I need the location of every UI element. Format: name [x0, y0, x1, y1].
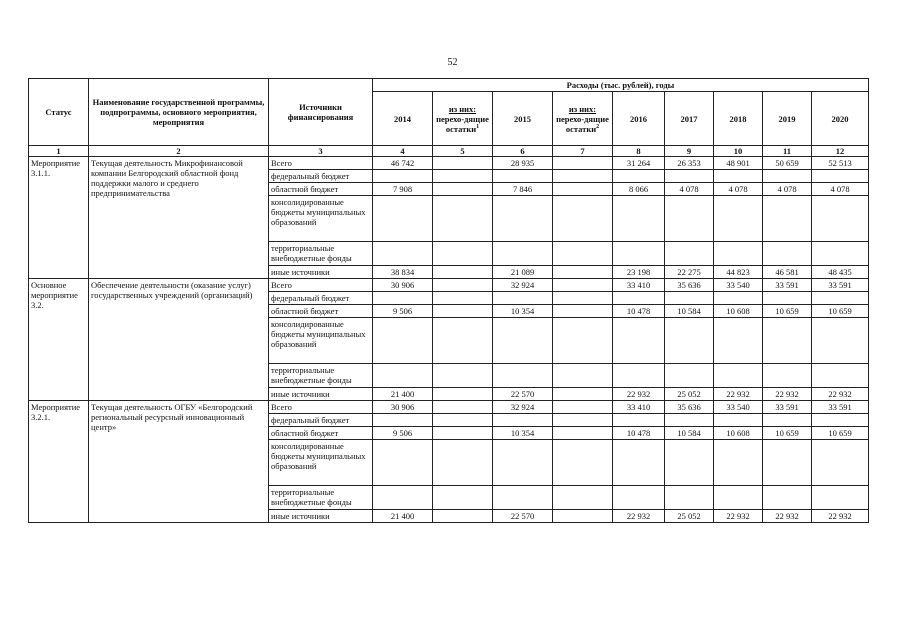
value-cell: [553, 364, 613, 388]
value-cell: [553, 279, 613, 292]
value-cell: [553, 427, 613, 440]
col-number: 12: [812, 146, 869, 157]
value-cell: 10 659: [763, 427, 812, 440]
value-cell: [714, 242, 763, 266]
value-cell: [493, 242, 553, 266]
value-cell: [665, 318, 714, 364]
value-cell: [433, 242, 493, 266]
header-carry-2: перехо-дящие остатки$^2$: [556, 113, 609, 134]
source-cell: Всего: [269, 279, 373, 292]
value-cell: [665, 170, 714, 183]
source-cell: областной бюджет: [269, 427, 373, 440]
col-number: 5: [433, 146, 493, 157]
source-cell: территориальные внебюджетные фонды: [269, 242, 373, 266]
value-cell: [433, 440, 493, 486]
value-cell: [714, 414, 763, 427]
value-cell: 4 078: [812, 183, 869, 196]
value-cell: 30 906: [373, 401, 433, 414]
header-status: Статус: [29, 79, 89, 146]
value-cell: 33 410: [613, 401, 665, 414]
source-cell: областной бюджет: [269, 183, 373, 196]
value-cell: 10 478: [613, 427, 665, 440]
value-cell: [763, 242, 812, 266]
source-cell: консолидированные бюджеты муниципальных образований: [269, 318, 373, 364]
value-cell: 33 591: [812, 279, 869, 292]
value-cell: [714, 440, 763, 486]
value-cell: [812, 242, 869, 266]
header-carry-1: перехо-дящие остатки$^1$: [436, 113, 489, 134]
source-cell: Всего: [269, 157, 373, 170]
value-cell: [613, 364, 665, 388]
name-cell: Текущая деятельность ОГБУ «Белгородский региональный ресурсный инновационный центр»: [89, 401, 269, 523]
value-cell: 8 066: [613, 183, 665, 196]
footnote-2: 2: [596, 123, 600, 130]
value-cell: [493, 292, 553, 305]
value-cell: 10 478: [613, 305, 665, 318]
value-cell: [613, 196, 665, 242]
value-cell: [665, 440, 714, 486]
value-cell: 7 846: [493, 183, 553, 196]
value-cell: [493, 364, 553, 388]
status-cell: Мероприятие 3.1.1.: [29, 157, 89, 279]
value-cell: 33 591: [812, 401, 869, 414]
value-cell: 31 264: [613, 157, 665, 170]
value-cell: 48 435: [812, 266, 869, 279]
value-cell: 25 052: [665, 388, 714, 401]
header-year-2015: 2015: [493, 92, 553, 146]
value-cell: 10 608: [714, 427, 763, 440]
page-number: 52: [447, 57, 458, 68]
value-cell: 44 823: [714, 266, 763, 279]
value-cell: [714, 486, 763, 510]
source-cell: федеральный бюджет: [269, 414, 373, 427]
value-cell: [763, 440, 812, 486]
value-cell: [373, 170, 433, 183]
source-cell: областной бюджет: [269, 305, 373, 318]
value-cell: 52 513: [812, 157, 869, 170]
value-cell: 4 078: [665, 183, 714, 196]
value-cell: [553, 183, 613, 196]
header-incl-1: из них:: [448, 103, 477, 114]
value-cell: 33 591: [763, 401, 812, 414]
value-cell: 10 584: [665, 305, 714, 318]
value-cell: [373, 292, 433, 305]
value-cell: 48 901: [714, 157, 763, 170]
table-row: [29, 279, 869, 292]
col-number: 8: [613, 146, 665, 157]
source-cell: территориальные внебюджетные фонды: [269, 486, 373, 510]
table-row: [29, 401, 869, 414]
value-cell: [553, 510, 613, 523]
value-cell: [433, 318, 493, 364]
value-cell: [373, 486, 433, 510]
value-cell: [553, 440, 613, 486]
value-cell: 22 570: [493, 388, 553, 401]
footnote-1: 1: [476, 123, 480, 130]
value-cell: [665, 364, 714, 388]
col-number: 10: [714, 146, 763, 157]
header-incl-2: из них:: [568, 103, 597, 114]
value-cell: [665, 242, 714, 266]
value-cell: 4 078: [763, 183, 812, 196]
value-cell: [714, 318, 763, 364]
value-cell: [553, 401, 613, 414]
value-cell: 10 354: [493, 427, 553, 440]
value-cell: [812, 414, 869, 427]
col-number: 4: [373, 146, 433, 157]
value-cell: [665, 486, 714, 510]
value-cell: 46 742: [373, 157, 433, 170]
value-cell: [373, 242, 433, 266]
value-cell: [613, 318, 665, 364]
table-row: [29, 157, 869, 170]
value-cell: [763, 486, 812, 510]
col-number: 1: [29, 146, 89, 157]
table-header: [29, 79, 869, 157]
value-cell: [433, 157, 493, 170]
value-cell: [493, 414, 553, 427]
value-cell: 10 608: [714, 305, 763, 318]
table-body: [29, 157, 869, 523]
value-cell: 22 275: [665, 266, 714, 279]
value-cell: 9 506: [373, 305, 433, 318]
value-cell: 22 932: [714, 510, 763, 523]
value-cell: 22 932: [613, 510, 665, 523]
value-cell: 30 906: [373, 279, 433, 292]
value-cell: [714, 364, 763, 388]
header-carryover-2: [553, 92, 613, 146]
value-cell: [665, 196, 714, 242]
value-cell: [433, 427, 493, 440]
value-cell: 26 353: [665, 157, 714, 170]
header-year-2016: 2016: [613, 92, 665, 146]
value-cell: [433, 279, 493, 292]
value-cell: [373, 318, 433, 364]
value-cell: 22 932: [812, 510, 869, 523]
value-cell: [553, 170, 613, 183]
value-cell: [763, 414, 812, 427]
value-cell: [714, 196, 763, 242]
value-cell: [714, 292, 763, 305]
col-number: 7: [553, 146, 613, 157]
value-cell: [373, 196, 433, 242]
value-cell: 38 834: [373, 266, 433, 279]
value-cell: [665, 292, 714, 305]
value-cell: [433, 305, 493, 318]
value-cell: 32 924: [493, 279, 553, 292]
value-cell: [433, 388, 493, 401]
header-expenses: Расходы (тыс. рублей), годы: [373, 79, 869, 92]
value-cell: 25 052: [665, 510, 714, 523]
value-cell: 22 932: [763, 388, 812, 401]
col-number: 2: [89, 146, 269, 157]
header-carryover-1: [433, 92, 493, 146]
value-cell: [373, 440, 433, 486]
value-cell: [553, 318, 613, 364]
value-cell: [433, 401, 493, 414]
value-cell: [553, 305, 613, 318]
header-year-2018: 2018: [714, 92, 763, 146]
value-cell: 21 400: [373, 510, 433, 523]
value-cell: [613, 486, 665, 510]
value-cell: [553, 414, 613, 427]
source-cell: федеральный бюджет: [269, 292, 373, 305]
col-number: 3: [269, 146, 373, 157]
header-year-2017: 2017: [665, 92, 714, 146]
value-cell: 33 410: [613, 279, 665, 292]
value-cell: 35 636: [665, 279, 714, 292]
source-cell: иные источники: [269, 510, 373, 523]
status-cell: Основное мероприятие 3.2.: [29, 279, 89, 401]
value-cell: [433, 486, 493, 510]
header-year-2014: 2014: [373, 92, 433, 146]
value-cell: [373, 414, 433, 427]
value-cell: 10 659: [763, 305, 812, 318]
value-cell: [493, 196, 553, 242]
name-cell: Текущая деятельность Микрофинансовой компании Белгородский областной фонд поддержки малого и среднего предпринимательства: [89, 157, 269, 279]
value-cell: 32 924: [493, 401, 553, 414]
status-cell: Мероприятие 3.2.1.: [29, 401, 89, 523]
value-cell: [553, 486, 613, 510]
value-cell: 10 584: [665, 427, 714, 440]
col-number: 6: [493, 146, 553, 157]
header-year-2020: 2020: [812, 92, 869, 146]
column-numbers-row: [29, 146, 869, 157]
value-cell: 46 581: [763, 266, 812, 279]
value-cell: [714, 170, 763, 183]
value-cell: [553, 388, 613, 401]
value-cell: [493, 486, 553, 510]
value-cell: [553, 196, 613, 242]
value-cell: 22 570: [493, 510, 553, 523]
value-cell: [812, 440, 869, 486]
value-cell: [433, 266, 493, 279]
value-cell: [433, 183, 493, 196]
name-cell: Обеспечение деятельности (оказание услуг) государственных учреждений (организаций): [89, 279, 269, 401]
value-cell: [493, 318, 553, 364]
value-cell: 10 659: [812, 305, 869, 318]
value-cell: [812, 196, 869, 242]
value-cell: [812, 364, 869, 388]
value-cell: 23 198: [613, 266, 665, 279]
header-year-2019: 2019: [763, 92, 812, 146]
value-cell: 10 354: [493, 305, 553, 318]
value-cell: [763, 364, 812, 388]
value-cell: [493, 440, 553, 486]
value-cell: 35 636: [665, 401, 714, 414]
value-cell: 21 089: [493, 266, 553, 279]
source-cell: территориальные внебюджетные фонды: [269, 364, 373, 388]
value-cell: [553, 266, 613, 279]
value-cell: [613, 292, 665, 305]
value-cell: [613, 440, 665, 486]
value-cell: [433, 414, 493, 427]
source-cell: консолидированные бюджеты муниципальных образований: [269, 196, 373, 242]
value-cell: [812, 486, 869, 510]
value-cell: 33 540: [714, 279, 763, 292]
value-cell: 9 506: [373, 427, 433, 440]
value-cell: [763, 170, 812, 183]
source-cell: иные источники: [269, 388, 373, 401]
value-cell: [812, 170, 869, 183]
col-number: 9: [665, 146, 714, 157]
value-cell: 22 932: [763, 510, 812, 523]
source-cell: иные источники: [269, 266, 373, 279]
value-cell: [553, 292, 613, 305]
value-cell: [433, 170, 493, 183]
col-number: 11: [763, 146, 812, 157]
value-cell: [812, 292, 869, 305]
value-cell: [433, 292, 493, 305]
value-cell: 22 932: [613, 388, 665, 401]
value-cell: [433, 364, 493, 388]
value-cell: [493, 170, 553, 183]
value-cell: 7 908: [373, 183, 433, 196]
value-cell: 33 540: [714, 401, 763, 414]
value-cell: 10 659: [812, 427, 869, 440]
value-cell: 22 932: [714, 388, 763, 401]
value-cell: [433, 196, 493, 242]
header-name: Наименование государственной программы, подпрограммы, основного мероприятия, мероприятия: [89, 79, 269, 146]
value-cell: 22 932: [812, 388, 869, 401]
value-cell: [373, 364, 433, 388]
value-cell: 21 400: [373, 388, 433, 401]
value-cell: [433, 510, 493, 523]
value-cell: [553, 157, 613, 170]
value-cell: [553, 242, 613, 266]
value-cell: 50 659: [763, 157, 812, 170]
value-cell: 4 078: [714, 183, 763, 196]
value-cell: [763, 196, 812, 242]
value-cell: [812, 318, 869, 364]
value-cell: [665, 414, 714, 427]
source-cell: федеральный бюджет: [269, 170, 373, 183]
value-cell: [763, 292, 812, 305]
value-cell: [763, 318, 812, 364]
value-cell: [613, 170, 665, 183]
value-cell: 33 591: [763, 279, 812, 292]
value-cell: [613, 242, 665, 266]
budget-table: [28, 78, 869, 523]
source-cell: консолидированные бюджеты муниципальных образований: [269, 440, 373, 486]
value-cell: [613, 414, 665, 427]
header-sources: Источники финансирования: [269, 79, 373, 146]
value-cell: 28 935: [493, 157, 553, 170]
source-cell: Всего: [269, 401, 373, 414]
